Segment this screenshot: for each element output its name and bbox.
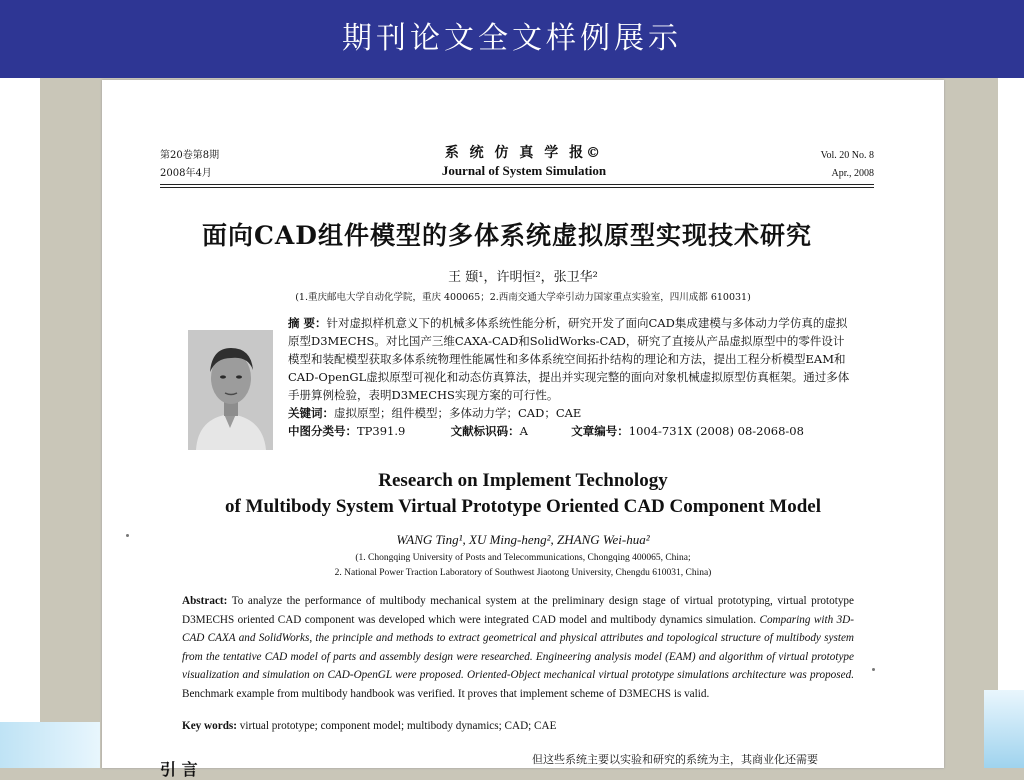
doc-code-value: A	[519, 424, 528, 438]
article-number-value: 1004-731X (2008) 08-2068-08	[628, 424, 804, 438]
keywords-cn-text: 虚拟原型；组件模型；多体动力学；CAD；CAE	[334, 406, 582, 420]
intro-heading: 引 言	[160, 760, 198, 779]
paper-title-en-line2: of Multibody System Virtual Prototype Oriented CAD Component Model	[224, 496, 821, 517]
abstract-en	[182, 592, 854, 703]
paper-title-en-line1: Research on Implement Technology	[378, 470, 668, 491]
journal-name-en: Journal of System Simulation	[441, 163, 607, 178]
slide-title: 期刊论文全文样例展示	[342, 21, 682, 56]
authors-en: WANG Ting¹, XU Ming-heng², ZHANG Wei-hua²	[396, 532, 650, 547]
authors-cn: 王 颋¹，许明恒²，张卫华²	[448, 270, 598, 285]
header-rule-top	[160, 184, 874, 185]
title-banner	[0, 0, 1024, 78]
header-rule-bottom	[160, 187, 874, 188]
date-cn: 2008年4月	[160, 168, 212, 179]
article-number-label: 文章编号：	[571, 424, 629, 438]
abstract-en-part2: Comparing with 3D-CAD CAXA and SolidWorks, the principle and methods to extract geometrical and physical attributes and topological structure of multibody system from the tentative CAD model of parts and assembly design were researched. Engineering analysis model (EAM) and algorithm of virtual prototype visualization and simulation on CAD-OpenGL were proposed. Oriented-Object mechanical virtual prototype simulations architecture was proposed.	[182, 613, 854, 681]
abstract-en-label: Abstract:	[182, 595, 228, 607]
keywords-en-label: Key words:	[182, 720, 237, 732]
clc-value: TP391.9	[357, 424, 406, 438]
abstract-en-part3: Benchmark example from multibody handbook was verified. It proves that implement scheme of D3MECHS is valid.	[182, 687, 710, 700]
abstract-cn	[288, 314, 854, 440]
keywords-cn-label: 关键词：	[288, 406, 334, 420]
affiliation-en-2: 2. National Power Traction Laboratory of Southwest Jiaotong University, Chengdu 610031, China)	[334, 568, 712, 578]
abstract-cn-label: 摘 要：	[288, 316, 327, 330]
affiliation-en-1: (1. Chongqing University of Posts and Telecommunications, Chongqing 400065, China;	[355, 553, 691, 563]
body-text-cn: 但这些系统主要以实验和研究的系统为主，其商业化还需要	[532, 753, 818, 766]
volume-cn: 第20卷第8期	[160, 150, 220, 161]
keywords-en	[182, 720, 556, 732]
paper-title-cn: 面向CAD组件模型的多体系统虚拟原型实现技术研究	[202, 221, 812, 250]
abstract-cn-text: 针对虚拟样机意义下的机械多体系统性能分析，研究开发了面向CAD集成建模与多体动力学仿真的虚拟原型D3MECHS。对比国产三维CAXA-CAD和SolidWorks-CAD，研究了直接从产品虚拟原型中的零件设计模型和装配模型获取多体系统物理性能属性和多体系统空间拓扑结构的理论和方法，提出工程分析模型EAM和CAD-OpenGL虚拟原型可视化和动态仿真算法，提出并实现完整的面向对象机械虚拟原型仿真框架。通过多体手册算例检验，表明D3MECHS实现方案的可行性。	[288, 316, 850, 402]
volume-en: Vol. 20 No. 8	[820, 150, 874, 161]
paper-scan	[102, 80, 944, 779]
decorative-accent-right	[984, 690, 1024, 768]
affiliations-cn: (1.重庆邮电大学自动化学院，重庆 400065；2.西南交通大学牵引动力国家重点实验室，四川成都 610031)	[295, 292, 751, 303]
abstract-en-part1: To analyze the performance of multibody mechanical system at the preliminary design stage of virtual prototyping, virtual prototype D3MECHS oriented CAD component was developed which were integrated CAD model and multibody dynamics simulation.	[182, 595, 854, 626]
right-margin	[998, 78, 1024, 768]
clc-label: 中图分类号：	[288, 424, 357, 438]
doc-code-label: 文献标识码：	[450, 424, 520, 438]
date-en: Apr., 2008	[831, 168, 874, 179]
author-photo	[188, 330, 273, 450]
left-margin	[0, 78, 40, 768]
decorative-accent-left	[0, 722, 100, 768]
keywords-en-text: virtual prototype; component model; multibody dynamics; CAD; CAE	[237, 720, 557, 732]
scan-speck	[126, 534, 129, 537]
scan-speck	[872, 668, 875, 671]
journal-name-cn: 系 统 仿 真 学 报©	[444, 145, 604, 161]
